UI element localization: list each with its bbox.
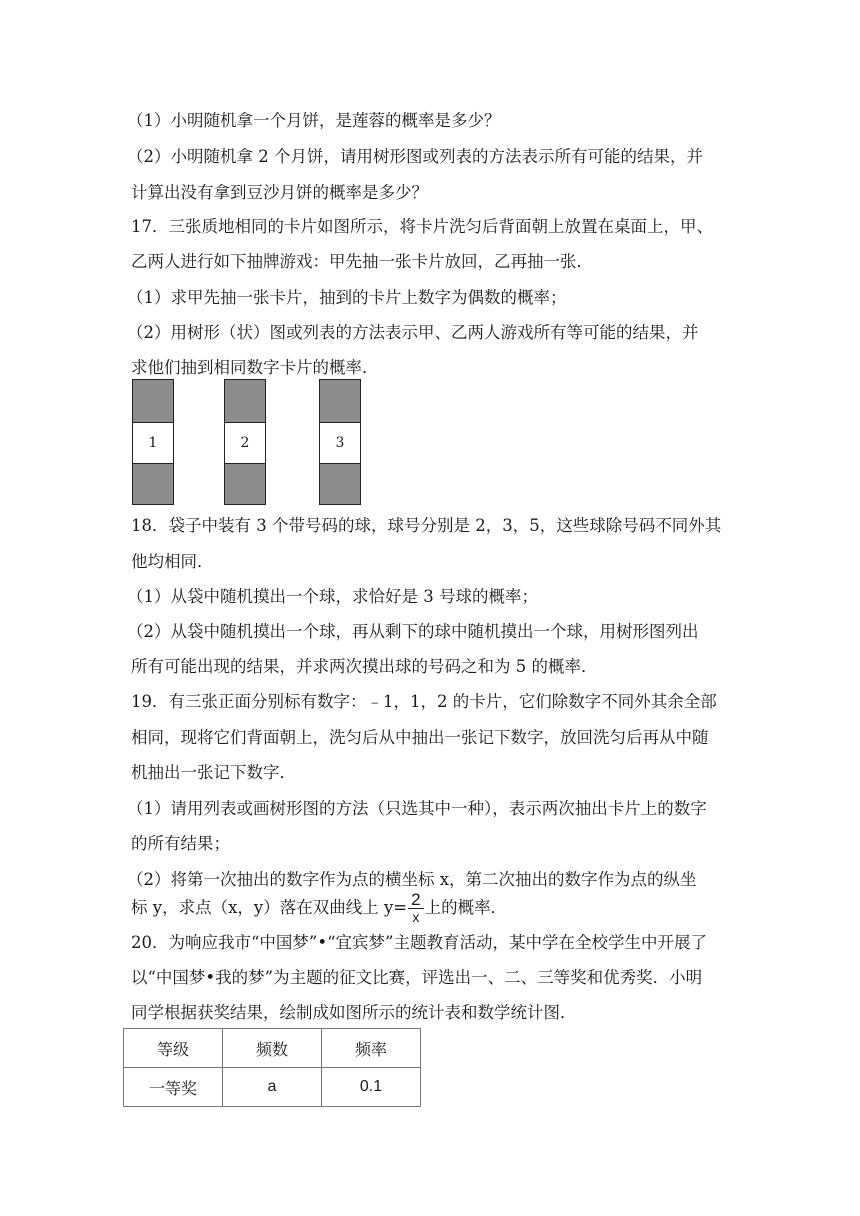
- q19-part2-line1: （2）将第一次抽出的数字作为点的横坐标 x，第二次抽出的数字作为点的纵坐: [127, 870, 697, 889]
- q17-part2-line1: （2）用树形（状）图或列表的方法表示甲、乙两人游戏所有等可能的结果，并: [127, 323, 699, 342]
- q19-part2-text-before: 标 y，求点（x，y）落在双曲线上 y=: [131, 898, 408, 917]
- q20-stem-line1: 20．为响应我市“中国梦”•“宜宾梦”主题教育活动，某中学在全校学生中开展了: [131, 933, 707, 952]
- q19-part1-line1: （1）请用列表或画树形图的方法（只选其中一种），表示两次抽出卡片上的数字: [127, 799, 707, 818]
- table-row: [124, 1068, 421, 1107]
- q19-part1-line2: 的所有结果；: [131, 834, 230, 853]
- q16-part2-line2: 计算出没有拿到豆沙月饼的概率是多少？: [131, 183, 428, 202]
- card-1-number: 1: [133, 422, 173, 464]
- q19-stem-line2: 相同，现将它们背面朝上，洗匀后从中抽出一张记下数字，放回洗匀后再从中随: [131, 728, 709, 747]
- table-header-cell: 频数: [223, 1029, 322, 1068]
- q17-stem-line2: 乙两人进行如下抽牌游戏：甲先抽一张卡片放回，乙再抽一张．: [131, 252, 593, 271]
- fraction-numerator: 2: [408, 892, 423, 909]
- card-2-number: 2: [225, 422, 265, 464]
- q19-stem-line3: 机抽出一张记下数字．: [131, 763, 296, 782]
- statistics-table: [123, 1028, 421, 1107]
- card-1: [132, 379, 174, 505]
- q18-part2-line1: （2）从袋中随机摸出一个球，再从剩下的球中随机摸出一个球，用树形图列出: [127, 622, 699, 641]
- table-cell: 一等奖: [124, 1068, 223, 1107]
- q18-stem-line1: 18．袋子中装有 3 个带号码的球，球号分别是 2，3，5，这些球除号码不同外其: [131, 516, 722, 535]
- table-header-cell: 频率: [322, 1029, 421, 1068]
- q18-stem-line2: 他均相同．: [131, 552, 214, 571]
- table-header-row: [124, 1029, 421, 1068]
- q20-stem-line3: 同学根据获奖结果，绘制成如图所示的统计表和数学统计图．: [131, 1003, 577, 1022]
- card-3: [319, 379, 361, 505]
- q16-part1: （1）小明随机拿一个月饼，是莲蓉的概率是多少？: [127, 111, 501, 130]
- q17-part2-line2: 求他们抽到相同数字卡片的概率．: [131, 358, 379, 377]
- fraction-2-over-x: [408, 892, 423, 925]
- table-cell: a: [223, 1068, 322, 1107]
- q18-part2-line2: 所有可能出现的结果，并求两次摸出球的号码之和为 5 的概率．: [131, 657, 598, 676]
- table-cell: 0.1: [322, 1068, 421, 1107]
- q17-part1: （1）求甲先抽一张卡片，抽到的卡片上数字为偶数的概率；: [127, 288, 567, 307]
- q20-stem-line2: 以“中国梦•我的梦”为主题的征文比赛，评选出一、二、三等奖和优秀奖．小明: [131, 968, 703, 987]
- q18-part1: （1）从袋中随机摸出一个球，求恰好是 3 号球的概率；: [127, 587, 538, 606]
- q19-part2-line2: [131, 891, 507, 925]
- q16-part2-line1: （2）小明随机拿 2 个月饼，请用树形图或列表的方法表示所有可能的结果，并: [127, 147, 703, 166]
- card-3-number: 3: [320, 422, 360, 464]
- q17-stem-line1: 17．三张质地相同的卡片如图所示，将卡片洗匀后背面朝上放置在桌面上，甲、: [131, 217, 713, 236]
- card-2: [224, 379, 266, 505]
- table-header-cell: 等级: [124, 1029, 223, 1068]
- fraction-denominator: x: [412, 909, 420, 925]
- q19-part2-text-after: 上的概率．: [424, 898, 508, 917]
- q19-stem-line1: 19．有三张正面分别标有数字：﹣1，1，2 的卡片，它们除数字不同外其余全部: [131, 692, 717, 711]
